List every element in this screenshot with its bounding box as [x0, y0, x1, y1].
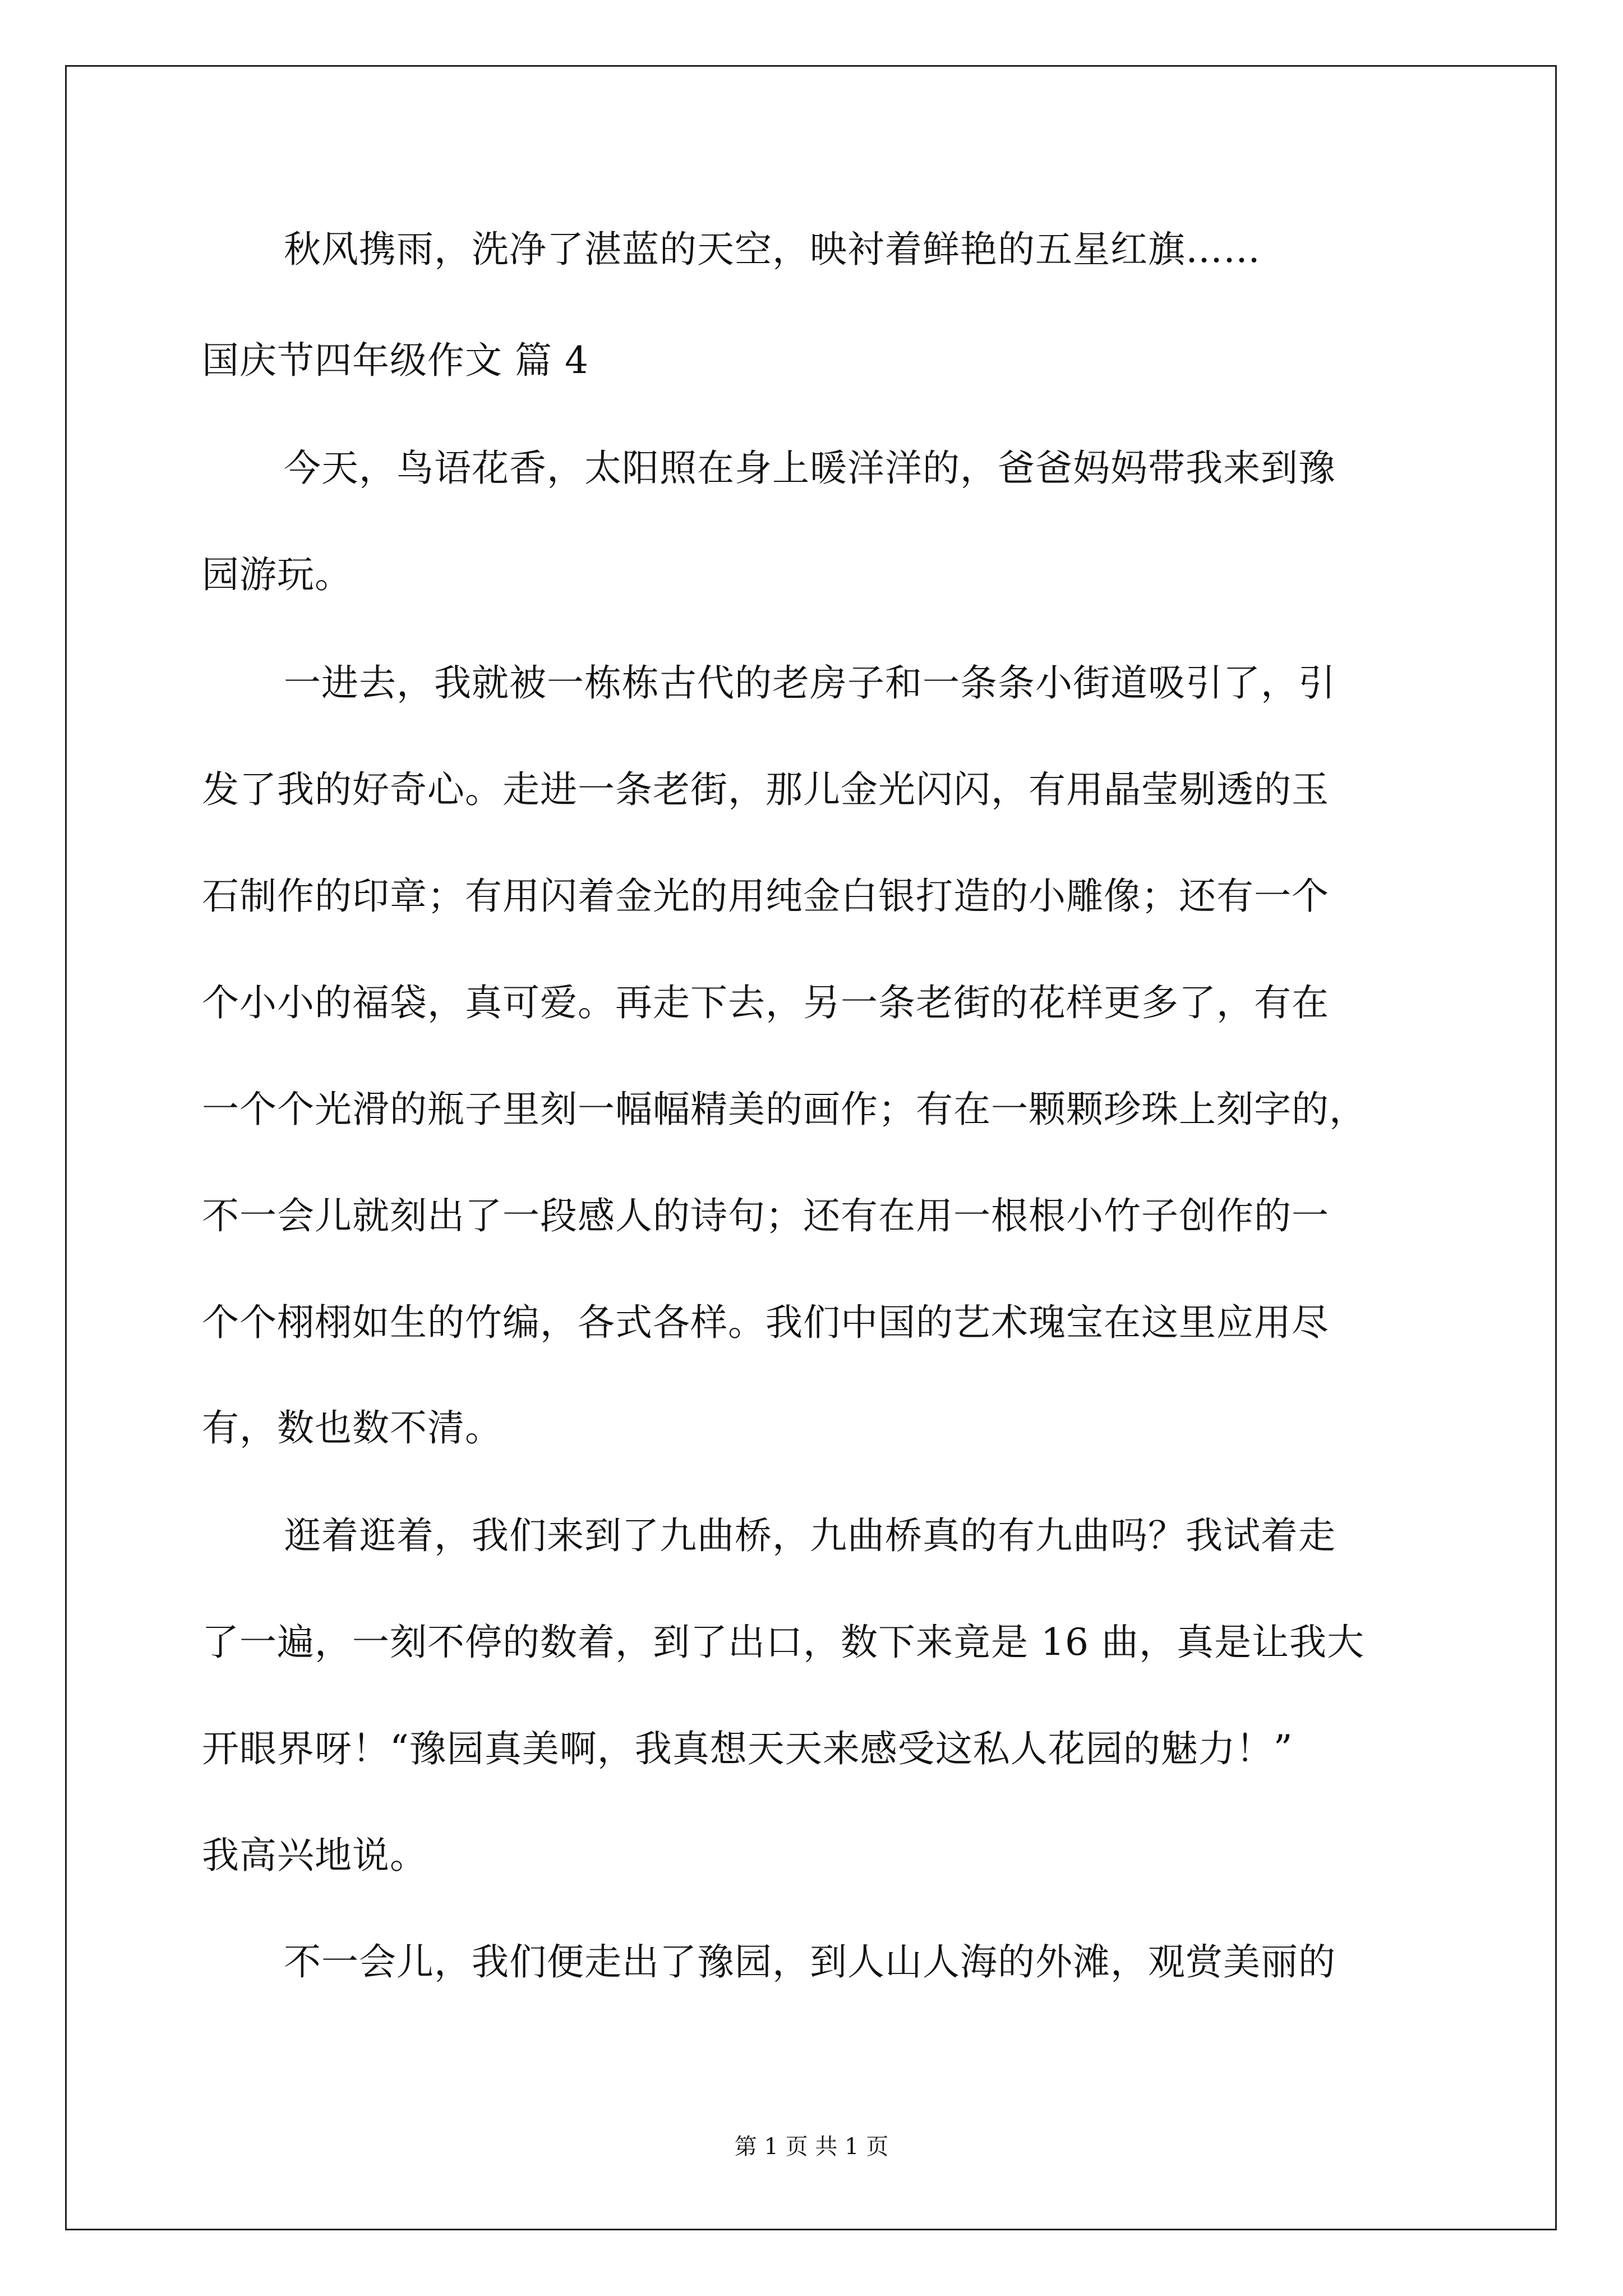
paragraph-line: 园游玩。: [202, 553, 352, 596]
paragraph-line: 了一遍，一刻不停的数着，到了出口，数下来竟是 16 曲，真是让我大: [202, 1621, 1364, 1664]
section-heading: 国庆节四年级作文 篇 4: [202, 339, 589, 382]
paragraph-line: 个个栩栩如生的竹编，各式各样。我们中国的艺术瑰宝在这里应用尽: [202, 1301, 1329, 1344]
paragraph-line: 逛着逛着，我们来到了九曲桥，九曲桥真的有九曲吗？我试着走: [284, 1514, 1336, 1557]
page-footer: 第 1 页 共 1 页: [734, 2134, 889, 2160]
paragraph-line: 我高兴地说。: [202, 1834, 427, 1877]
paragraph-line: 开眼界呀！“豫园真美啊，我真想天天来感受这私人花园的魅力！”: [202, 1727, 1293, 1770]
paragraph-line: 个小小的福袋，真可爱。再走下去，另一条老街的花样更多了，有在: [202, 981, 1329, 1024]
paragraph-line: 发了我的好奇心。走进一条老街，那儿金光闪闪，有用晶莹剔透的玉: [202, 768, 1329, 811]
paragraph-line: 今天，鸟语花香，太阳照在身上暖洋洋的，爸爸妈妈带我来到豫: [284, 447, 1336, 490]
paragraph-line: 不一会儿，我们便走出了豫园，到人山人海的外滩，观赏美丽的: [284, 1940, 1336, 1984]
paragraph-line: 秋风携雨，洗净了湛蓝的天空，映衬着鲜艳的五星红旗……: [284, 228, 1261, 271]
paragraph-line: 一进去，我就被一栋栋古代的老房子和一条条小街道吸引了，引: [284, 661, 1336, 705]
paragraph-line: 不一会儿就刻出了一段感人的诗句；还有在用一根根小竹子创作的一: [202, 1194, 1329, 1237]
paragraph-line: 有，数也数不清。: [202, 1406, 502, 1450]
page-border: [65, 65, 1557, 2230]
paragraph-line: 一个个光滑的瓶子里刻一幅幅精美的画作；有在一颗颗珍珠上刻字的，: [202, 1088, 1367, 1131]
paragraph-line: 石制作的印章；有用闪着金光的用纯金白银打造的小雕像；还有一个: [202, 875, 1329, 918]
